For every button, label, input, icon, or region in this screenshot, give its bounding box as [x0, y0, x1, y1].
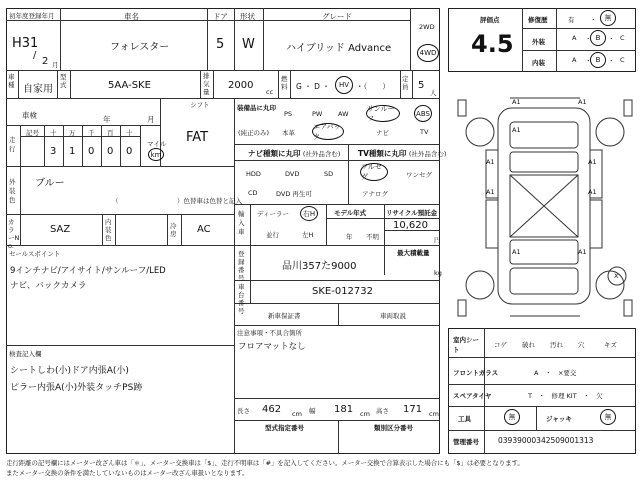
exterior-color: ブルー	[35, 178, 65, 189]
interior-item: キズ	[604, 341, 617, 349]
nav-cd: CD	[248, 189, 258, 197]
equip-item: PW	[312, 110, 323, 118]
exterior-label: 外装色	[9, 178, 16, 204]
exterior-grade-label: 外装	[532, 38, 545, 46]
model-year-unknown: 不明	[366, 233, 379, 241]
grade-option: ・	[608, 57, 615, 65]
damage-label: A1	[512, 248, 521, 256]
mileage-digit: 0	[88, 146, 95, 157]
equip-item: AW	[338, 110, 349, 118]
width-label: 幅	[309, 407, 316, 415]
reg-number-label: 登録番号	[238, 250, 245, 282]
repair-none-circle: 無	[600, 10, 616, 26]
kind-value: 自家用	[23, 84, 53, 95]
recycle-yen: 円	[434, 236, 441, 244]
wheel-front-right	[596, 118, 624, 146]
shape-label: 形状	[240, 12, 255, 21]
grade-b-circle: B	[590, 52, 606, 68]
mileage-divider	[82, 125, 83, 166]
reg-year: H31	[12, 36, 39, 51]
mileage-divider	[101, 125, 102, 166]
sales-line-2: ナビ、バックカメラ	[10, 281, 87, 291]
right-hand-circle: 右H	[300, 206, 318, 221]
equip-item-circled: ABS	[414, 105, 432, 122]
4wd-circle: 4WD	[417, 44, 439, 62]
footer-line-1: 走行距離の記号欄にはメーター改ざん車は「＊」、メーター交換車は「$」、走行不明車は「#」を記入してください。メーター交換で合算表示した場合にも「$」は必要となります。	[6, 459, 524, 467]
damage-x: X	[614, 272, 619, 280]
jack-none-circle: 無	[600, 409, 616, 425]
score-value: 4.5	[471, 30, 514, 58]
mileage-digit-header: 十	[126, 129, 133, 137]
grade-option: ・	[608, 35, 615, 43]
equip-item-circled: サンルーフ	[366, 105, 400, 122]
color-no-label: カラーNo.	[8, 218, 20, 250]
grade-option: C	[620, 56, 625, 64]
mileage-digit-header: 十	[50, 129, 57, 137]
damage-label: A1	[486, 188, 495, 196]
footer-line-2: またメーター交換の条件を満たしていないものはメーター改ざん車扱いとなります。	[6, 469, 249, 477]
grade-label: グレード	[322, 12, 352, 21]
windshield-value: A ・ ×要交	[534, 369, 577, 377]
height-value: 171	[403, 404, 423, 415]
chassis-value: SKE-012732	[312, 286, 374, 297]
ac-label: 冷房	[170, 222, 177, 238]
nav-sd: SD	[324, 170, 334, 178]
manual-label: 車両取説	[380, 312, 406, 320]
mileage-digit: 3	[50, 146, 57, 157]
door-value: 5	[216, 37, 225, 52]
max-load-unit: kg	[434, 269, 442, 277]
interior-seat-label: 室内シート	[453, 336, 479, 354]
type-number-label: 型式指定番号	[265, 424, 304, 432]
width-value: 181	[334, 404, 354, 415]
grade-option: A	[572, 56, 577, 64]
model-label: 型式	[60, 73, 67, 89]
tools-label: 工具	[458, 415, 471, 423]
reg-month: 2	[42, 56, 49, 67]
notes-value: フロアマットなし	[238, 342, 306, 352]
ac-value: AC	[197, 224, 211, 235]
equip-item-circled: エアバック	[312, 123, 344, 140]
length-label: 長さ	[237, 407, 250, 415]
disp-label: 排気量	[203, 72, 210, 96]
nav-dvd: DVD	[285, 170, 300, 178]
mgmt-label: 管理番号	[453, 438, 479, 446]
interior-item: 破れ	[522, 341, 535, 349]
model-year-unit: 年	[346, 233, 353, 241]
reg-number-value: 品川357た9000	[282, 261, 357, 272]
equip-item: ナビ	[376, 129, 389, 137]
mileage-digit-header: 千	[88, 129, 95, 137]
dealer-label: ディーラー	[257, 210, 289, 218]
travel-label: 走行	[9, 136, 16, 153]
nav-dvd-play: DVD 再生可	[276, 190, 312, 198]
length-unit: cm	[292, 410, 302, 418]
sales-point-label: セールスポイント	[9, 250, 61, 258]
damage-label: A1	[512, 98, 521, 106]
shift-label: シフト	[190, 101, 210, 109]
repair-label: 修復歴	[528, 16, 548, 24]
mileage-digit-header: 万	[69, 129, 76, 137]
fuel-label: 燃料	[281, 75, 288, 91]
check-year: 年	[103, 115, 111, 124]
tv-analog: アナログ	[362, 190, 388, 198]
car-name-label: 車名	[124, 12, 139, 21]
capacity-value: 5	[418, 80, 425, 91]
nav-hdd: HDD	[246, 170, 261, 178]
jack-label: ジャッキ	[546, 415, 572, 423]
inspection-label: 検査記入欄	[9, 350, 42, 358]
length-value: 462	[262, 404, 282, 415]
height-unit: cm	[429, 410, 439, 418]
month-unit: 月	[52, 61, 59, 69]
wheel-rear-left	[466, 271, 494, 299]
damage-label: A1	[588, 158, 597, 166]
car-name-value: フォレスター	[110, 42, 170, 53]
grade-value: ハイブリッド Advance	[286, 43, 392, 54]
damage-label: A1	[578, 98, 587, 106]
grade-option: A	[572, 34, 577, 42]
equip-item: TV	[420, 128, 429, 136]
shift-value: FAT	[186, 130, 209, 145]
mileage-digit-header: 百	[107, 129, 114, 137]
disp-value: 2000	[228, 80, 254, 91]
grade-option: C	[620, 34, 625, 42]
repair-yes: 有	[568, 16, 575, 24]
equip-title: 装備品に丸印	[237, 104, 276, 112]
km-circle: km	[148, 148, 164, 161]
interior-color-label: 内装色	[105, 218, 112, 242]
height-label: 高さ	[376, 407, 389, 415]
damage-label: A1	[512, 126, 521, 134]
check-label: 車検	[22, 111, 37, 120]
equip-sub: (純正のみ)	[238, 129, 270, 137]
mileage-divider	[140, 125, 141, 166]
mileage-divider	[63, 125, 64, 166]
max-load-label: 最大積載量	[397, 249, 430, 257]
grade-option: ・	[585, 35, 592, 43]
repair-dot: ・	[590, 16, 597, 24]
score-label: 評価点	[480, 16, 500, 24]
mile-label: マイル	[147, 140, 167, 148]
new-warranty-label: 新車保証書	[268, 312, 301, 320]
model-value: 5AA-SKE	[108, 80, 151, 91]
interior-grade-label: 内装	[532, 59, 545, 67]
sales-line-1: 9インチナビ/アイサイト/サンルーフ/LED	[10, 266, 166, 276]
cc-unit: cc	[266, 88, 274, 96]
inspection-line-1: シートしわ(小)ドア内張A(小)	[10, 366, 129, 376]
mileage-divider	[120, 125, 121, 166]
reg-slash: /	[33, 50, 37, 61]
tv-fullseg-circle: フルセグ	[360, 163, 388, 181]
color-change-note: （ ）色替車は色替と記入	[112, 197, 242, 205]
spare-tire-label: スペアタイヤ	[453, 392, 492, 400]
car-diagram	[450, 90, 640, 325]
fuel-paren: ・（ ）	[356, 82, 390, 91]
color-no-value: SAZ	[50, 224, 71, 235]
recycle-value: 10,620	[393, 220, 428, 231]
kind-label: 車種	[8, 73, 15, 89]
equip-item: 本革	[282, 129, 295, 137]
shape-value: W	[242, 37, 255, 52]
tv-title: TV種類に丸印 (社外品含む)	[358, 149, 447, 158]
class-number-label: 類別区分番号	[374, 424, 413, 432]
check-month: 月	[147, 115, 155, 124]
windshield-label: フロントガラス	[453, 369, 499, 377]
damage-label: A1	[578, 248, 587, 256]
inspection-line-2: ピラー内張A(小)外装タッチPS跡	[10, 383, 143, 393]
interior-item: コゲ	[494, 341, 507, 349]
chassis-label: 車台番号	[238, 283, 245, 315]
notes-label: 注意事項・不具合箇所	[237, 329, 302, 337]
mileage-digit: 0	[126, 146, 133, 157]
equip-item: PS	[284, 110, 293, 118]
capacity-unit: 人	[430, 89, 437, 97]
mileage-digit: 0	[107, 146, 114, 157]
spare-tire-value: T ・ 修理 KIT ・ 欠	[528, 392, 603, 400]
door-label: ドア	[213, 12, 228, 21]
interior-item: 汚れ	[550, 341, 563, 349]
fuel-hv-circle: HV	[335, 76, 353, 94]
model-year-label: モデル年式	[334, 209, 367, 217]
left-hand-label: 左H	[302, 231, 314, 239]
nav-title: ナビ種類に丸印 (社外品含む)	[248, 149, 341, 158]
mileage-header-line	[20, 136, 140, 137]
parallel-label: 並行	[266, 231, 279, 239]
damage-label: A1	[486, 158, 495, 166]
tools-none-circle: 無	[504, 409, 520, 425]
mileage-digit: 1	[69, 146, 76, 157]
capacity-label: 定員	[402, 75, 409, 91]
grade-option: ・	[585, 57, 592, 65]
width-unit: cm	[360, 410, 370, 418]
mileage-digit-header: 記号	[26, 129, 39, 137]
fuel-options: G ・ D ・	[296, 82, 330, 91]
2wd-label: 2WD	[419, 23, 435, 31]
wheel-front-left	[466, 118, 494, 146]
interior-item: 穴	[578, 341, 585, 349]
mgmt-value: 0393900034250900131​3	[498, 436, 594, 445]
tv-oneseg: ワンセグ	[406, 171, 432, 179]
recycle-label: リサイクル預託金	[386, 209, 438, 217]
first-reg-label: 初年度登録年月	[9, 12, 55, 20]
mileage-divider	[44, 125, 45, 166]
damage-label: A1	[588, 188, 597, 196]
import-label: 輸入車	[238, 210, 245, 236]
grade-b-circle: B	[590, 30, 606, 46]
